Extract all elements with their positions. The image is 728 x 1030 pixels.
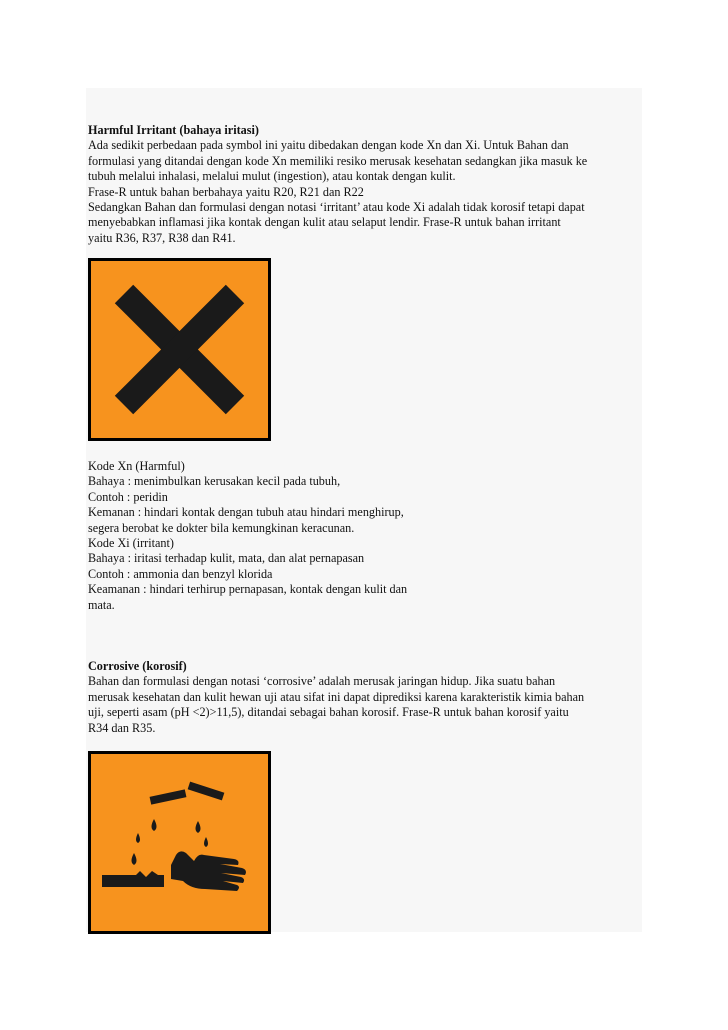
code-line: Bahaya : menimbulkan kerusakan kecil pada tubuh, [88, 474, 341, 489]
code-line: Kemanan : hindari kontak dengan tubuh atau hindari menghirup, [88, 505, 404, 520]
code-line: Kode Xn (Harmful) [88, 459, 185, 473]
corrosive-line: uji, seperti asam (pH <2)>11,5), ditandai sebagai bahan korosif. Frase-R untuk bahan korosif yaitu [88, 705, 569, 720]
irritant-line: yaitu R36, R37, R38 dan R41. [88, 230, 236, 245]
corrosive-icon [88, 751, 271, 934]
corrosive-heading: Corrosive (korosif) [88, 659, 187, 673]
codes-section [88, 459, 407, 613]
code-line: Bahaya : iritasi terhadap kulit, mata, dan alat pernapasan [88, 551, 365, 566]
code-line: Contoh : ammonia dan benzyl klorida [88, 566, 273, 581]
irritant-line: tubuh melalui inhalasi, melalui mulut (ingestion), atau kontak dengan kulit. [88, 169, 456, 184]
code-line: Contoh : peridin [88, 489, 168, 504]
irritant-line: Frase-R untuk bahan berbahaya yaitu R20, R21 dan R22 [88, 184, 364, 199]
harmful-x-icon [88, 258, 271, 441]
irritant-line: menyebabkan inflamasi jika kontak dengan kulit atau selaput lendir. Frase-R untuk bahan irritant [88, 215, 561, 230]
irritant-heading: Harmful Irritant (bahaya iritasi) [88, 123, 259, 137]
irritant-line: Sedangkan Bahan dan formulasi dengan notasi ‘irritant’ atau kode Xi adalah tidak korosif tetapi dapat [88, 200, 585, 215]
irritant-line: formulasi yang ditandai dengan kode Xn memiliki resiko merusak kesehatan sedangkan jika masuk ke [88, 153, 588, 168]
corrosive-section [88, 659, 584, 736]
irritant-line: Ada sedikit perbedaan pada symbol ini yaitu dibedakan dengan kode Xn dan Xi. Untuk Bahan dan [88, 138, 569, 153]
code-line: mata. [88, 597, 115, 612]
code-line: segera berobat ke dokter bila kemungkinan keracunan. [88, 520, 355, 535]
code-line: Kode Xi (irritant) [88, 536, 174, 551]
corrosive-line: Bahan dan formulasi dengan notasi ‘corrosive’ adalah merusak jaringan hidup. Jika suatu bahan [88, 674, 556, 689]
corrosive-line: merusak kesehatan dan kulit hewan uji atau sifat ini dapat diprediksi karena karakteristik kimia bahan [88, 689, 585, 704]
irritant-section [88, 123, 587, 246]
corrosive-line: R34 dan R35. [88, 720, 156, 735]
code-line: Keamanan : hindari terhirup pernapasan, kontak dengan kulit dan [88, 582, 408, 597]
